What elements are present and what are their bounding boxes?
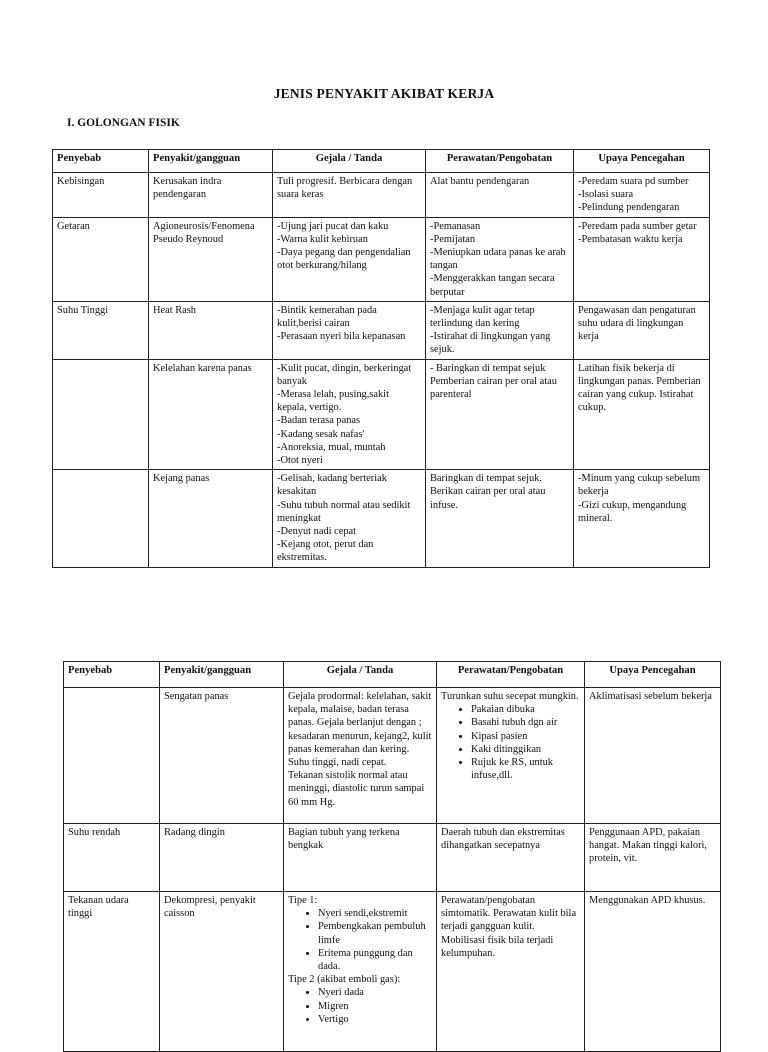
cell-perawatan: Baringkan di tempat sejuk. Berikan cairan per oral atau infuse.	[426, 470, 574, 567]
cell-upaya: -Minum yang cukup sebelum bekerja -Gizi cukup, mengandung mineral.	[574, 470, 710, 567]
cell-perawatan: - Baringkan di tempat sejuk Pemberian cairan per oral atau parenteral	[426, 359, 574, 470]
cell-penyakit: Sengatan panas	[160, 688, 284, 824]
table-row	[53, 470, 710, 567]
cell-gejala: -Ujung jari pucat dan kaku -Warna kulit kebiruan -Daya pegang dan pengendalian otot berkurang/hilang	[273, 217, 426, 301]
document-title: JENIS PENYAKIT AKIBAT KERJA	[273, 86, 495, 101]
table-row	[53, 301, 710, 359]
cell-perawatan: Perawatan/pengobatan simtomatik. Perawatan kulit bila terjadi gangguan kulit. Mobilisasi fisik bila terjadi kelumpuhan.	[437, 892, 585, 1052]
table-row	[64, 892, 721, 1052]
list-item: • Nyeri dada	[318, 986, 432, 999]
cell-penyebab	[53, 359, 149, 470]
gejala-tipe2-label: Tipe 2 (akibat emboli gas):	[288, 974, 401, 986]
header-upaya: Upaya Pencegahan	[574, 150, 710, 173]
header-penyakit: Penyakit/gangguan	[160, 662, 284, 688]
cell-penyebab: Tekanan udara tinggi	[64, 892, 160, 1052]
cell-penyebab: Kebisingan	[53, 173, 149, 218]
cell-upaya: Aklimatisasi sebelum bekerja	[585, 688, 721, 824]
cell-penyebab	[64, 688, 160, 824]
cell-perawatan: Alat bantu pendengaran	[426, 173, 574, 218]
table-row	[53, 217, 710, 301]
section-heading: I. GOLONGAN FISIK	[67, 117, 180, 129]
cell-upaya: Pengawasan dan pengaturan suhu udara di lingkungan kerja	[574, 301, 710, 359]
gejala-tipe1-list	[288, 907, 432, 973]
cell-perawatan	[437, 688, 585, 824]
cell-penyakit: Kejang panas	[149, 470, 273, 567]
cell-gejala: -Bintik kemerahan pada kulit,berisi cairan -Perasaan nyeri bila kepanasan	[273, 301, 426, 359]
cell-penyebab: Getaran	[53, 217, 149, 301]
header-gejala: Gejala / Tanda	[284, 662, 437, 688]
header-gejala: Gejala / Tanda	[273, 150, 426, 173]
list-item: • Kaki ditinggikan	[471, 743, 580, 756]
cell-penyebab: Suhu rendah	[64, 824, 160, 892]
header-perawatan: Perawatan/Pengobatan	[426, 150, 574, 173]
perawatan-list	[441, 703, 580, 782]
header-penyebab: Penyebab	[64, 662, 160, 688]
cell-upaya: -Peredam pada sumber getar -Pembatasan waktu kerja	[574, 217, 710, 301]
list-item: • Pembengkakan pembuluh limfe	[318, 920, 432, 946]
cell-gejala: Gejala prodormal: kelelahan, sakit kepala, malaise, badan terasa panas. Gejala berlanjut dengan ; kesadaran menurun, kejang2, kulit panas kemerahan dan kering. Suhu tinggi, nadi cepat. Tekanan sistolik normal atau meninggi, diastolic turun sampai 60 mm Hg.	[284, 688, 437, 824]
cell-gejala: Bagian tubuh yang terkena bengkak	[284, 824, 437, 892]
disease-table-2	[63, 661, 721, 1052]
table-header-row	[64, 662, 721, 688]
cell-perawatan: -Pemanasan -Pemijatan -Meniupkan udara panas ke arah tangan -Menggerakkan tangan secara berputar	[426, 217, 574, 301]
list-item: • Rujuk ke RS, untuk infuse,dll.	[471, 756, 580, 782]
list-item: • Eritema punggung dan dada.	[318, 947, 432, 973]
table-row	[53, 173, 710, 218]
cell-upaya: Latihan fisik bekerja di lingkungan panas. Pemberian cairan yang cukup. Istirahat cukup.	[574, 359, 710, 470]
table-row	[64, 824, 721, 892]
cell-perawatan: -Menjaga kulit agar tetap terlindung dan kering -Istirahat di lingkungan yang sejuk.	[426, 301, 574, 359]
header-upaya: Upaya Pencegahan	[585, 662, 721, 688]
cell-penyakit: Heat Rash	[149, 301, 273, 359]
disease-table-1	[52, 149, 710, 568]
cell-penyakit: Kelelahan karena panas	[149, 359, 273, 470]
table-header-row	[53, 150, 710, 173]
cell-penyakit: Radang dingin	[160, 824, 284, 892]
gejala-tipe2-list	[288, 986, 432, 1026]
cell-penyakit: Dekompresi, penyakit caisson	[160, 892, 284, 1052]
header-penyebab: Penyebab	[53, 150, 149, 173]
list-item: • Basahi tubuh dgn air	[471, 716, 580, 729]
header-penyakit: Penyakit/gangguan	[149, 150, 273, 173]
list-item: • Kipasi pasien	[471, 730, 580, 743]
table-row	[53, 359, 710, 470]
cell-perawatan: Daerah tubuh dan ekstremitas dihangatkan secepatnya	[437, 824, 585, 892]
cell-penyakit: Kerusakan indra pendengaran	[149, 173, 273, 218]
table-row	[64, 688, 721, 824]
list-item: • Vertigo	[318, 1013, 432, 1026]
cell-gejala: Tuli progresif. Berbicara dengan suara keras	[273, 173, 426, 218]
cell-penyakit: Agioneurosis/Fenomena Pseudo Reynoud	[149, 217, 273, 301]
cell-gejala: -Gelisah, kadang berteriak kesakitan -Suhu tubuh normal atau sedikit meningkat -Denyut nadi cepat -Kejang otot, perut dan ekstremitas.	[273, 470, 426, 567]
cell-penyebab	[53, 470, 149, 567]
cell-gejala	[284, 892, 437, 1052]
cell-upaya: -Peredam suara pd sumber -Isolasi suara -Pelindung pendengaran	[574, 173, 710, 218]
cell-penyebab: Suhu Tinggi	[53, 301, 149, 359]
cell-upaya: Penggunaan APD, pakaian hangat. Makan tinggi kalori, protein, vit.	[585, 824, 721, 892]
list-item: • Pakaian dibuka	[471, 703, 580, 716]
list-item: • Nyeri sendi,ekstremit	[318, 907, 432, 920]
cell-gejala: -Kulit pucat, dingin, berkeringat banyak -Merasa lelah, pusing,sakit kepala, vertigo. -Badan terasa panas -Kadang sesak nafas' -Anoreksia, mual, muntah -Otot nyeri	[273, 359, 426, 470]
header-perawatan: Perawatan/Pengobatan	[437, 662, 585, 688]
perawatan-intro: Turunkan suhu secepat mungkin.	[441, 691, 579, 702]
gejala-tipe1-label: Tipe 1:	[288, 895, 318, 906]
list-item: • Migren	[318, 1000, 432, 1013]
cell-upaya: Menggunakan APD khusus.	[585, 892, 721, 1052]
